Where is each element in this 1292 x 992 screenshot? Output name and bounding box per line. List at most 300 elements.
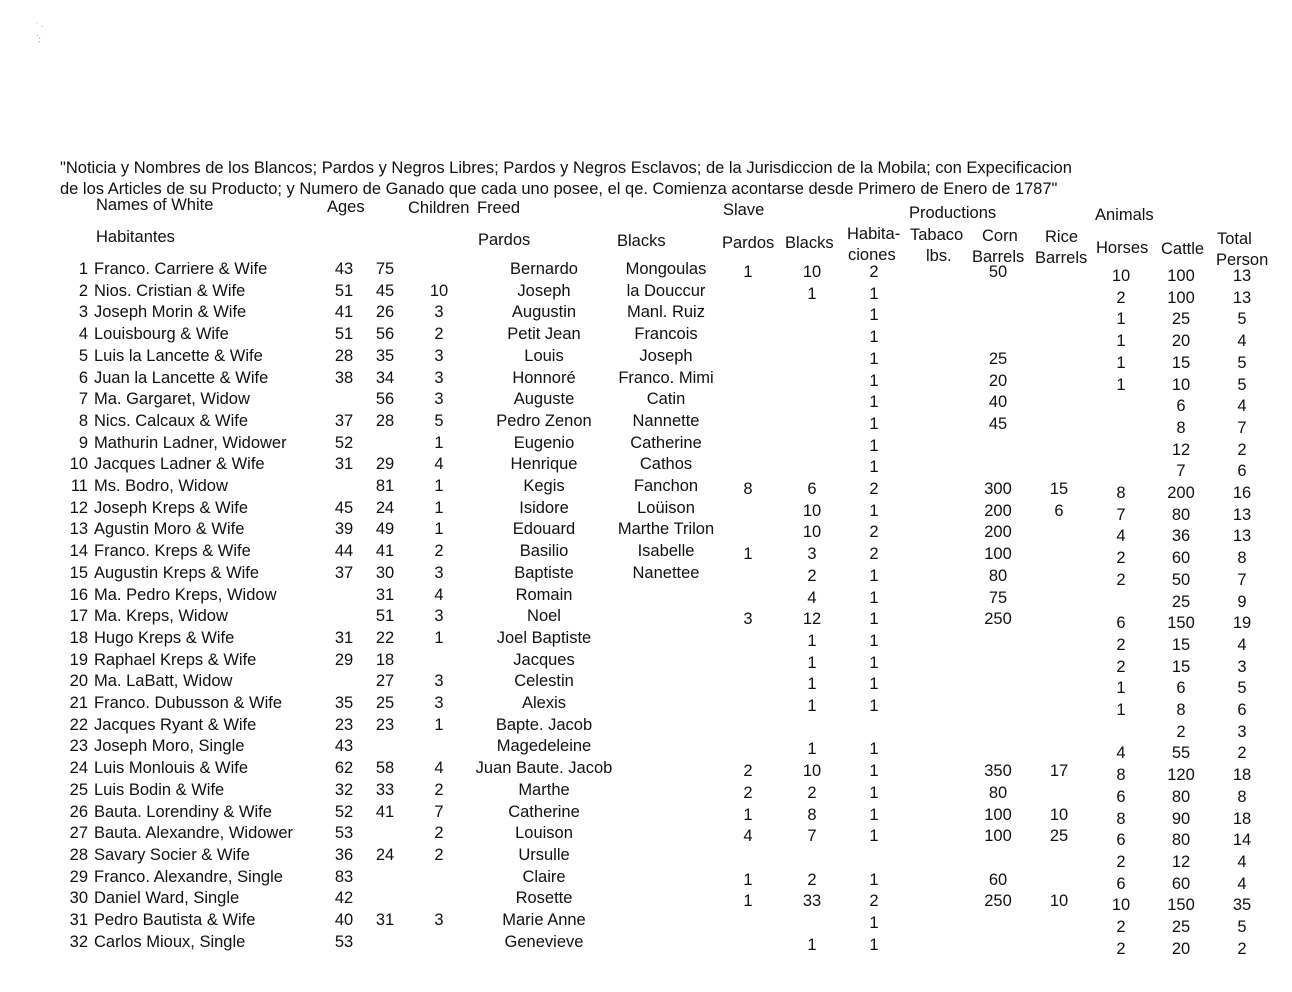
cell-age1: 39 xyxy=(334,520,354,539)
cell-habitaciones: 1 xyxy=(869,610,879,629)
cell-cattle: 90 xyxy=(1171,809,1191,828)
cell-name: Joseph Kreps & Wife xyxy=(94,498,249,517)
cell-n: 12 xyxy=(69,498,88,517)
cell-age1: 28 xyxy=(334,346,354,365)
cell-corn: 100 xyxy=(984,805,1012,824)
cell-age2: 31 xyxy=(375,911,395,929)
header-corn-2: Barrels xyxy=(972,248,1025,266)
cell-age1: 37 xyxy=(334,563,354,582)
cell-slave-blacks: 10 xyxy=(802,762,822,781)
cell-freed-blacks: Manl. Ruiz xyxy=(627,303,705,322)
cell-freed-pardos: Joseph xyxy=(517,281,571,300)
cell-cattle: 8 xyxy=(1176,701,1186,719)
cell-freed-pardos: Celestin xyxy=(514,672,574,691)
cell-n: 32 xyxy=(69,932,88,951)
cell-rice: 15 xyxy=(1049,480,1069,498)
cell-n: 2 xyxy=(78,281,88,300)
cell-name: Luis la Lancette & Wife xyxy=(94,346,263,365)
cell-slave-pardos: 1 xyxy=(743,892,753,911)
cell-slave-blacks: 2 xyxy=(807,783,817,802)
cell-n: 7 xyxy=(78,390,88,409)
cell-habitaciones: 1 xyxy=(869,566,879,585)
cell-age2: 34 xyxy=(375,368,395,387)
cell-freed-blacks: Catherine xyxy=(630,433,702,452)
cell-name: Ms. Bodro, Widow xyxy=(94,477,228,495)
cell-cattle: 150 xyxy=(1167,614,1195,633)
cell-slave-blacks: 1 xyxy=(807,653,817,672)
cell-slave-pardos: 1 xyxy=(743,263,753,281)
cell-name: Ma. Gargaret, Widow xyxy=(94,390,250,409)
cell-name: Ma. LaBatt, Widow xyxy=(94,672,233,691)
cell-total: 14 xyxy=(1232,831,1252,850)
cell-cattle: 80 xyxy=(1171,505,1191,524)
cell-habitaciones: 1 xyxy=(869,588,879,607)
cell-name: Bauta. Lorendiny & Wife xyxy=(94,802,272,821)
cell-age2: 56 xyxy=(375,325,395,344)
cell-cattle: 80 xyxy=(1171,787,1191,806)
cell-freed-pardos: Louison xyxy=(515,824,573,843)
cell-freed-pardos: Rosette xyxy=(515,889,573,908)
cell-freed-blacks: la Douccur xyxy=(626,281,706,300)
cell-n: 18 xyxy=(69,628,88,647)
header-slave-blacks: Blacks xyxy=(785,234,834,252)
cell-age2: 33 xyxy=(375,780,395,799)
cell-age1: 62 xyxy=(334,759,354,778)
cell-slave-blacks: 1 xyxy=(807,697,817,715)
cell-habitaciones: 1 xyxy=(869,501,879,520)
cell-freed-pardos: Bernardo xyxy=(510,260,578,278)
header-ages: Ages xyxy=(327,198,365,216)
cell-n: 6 xyxy=(78,368,88,387)
header-rice-1: Rice xyxy=(1045,228,1079,246)
cell-freed-pardos: Edouard xyxy=(512,520,576,539)
cell-cattle: 60 xyxy=(1171,874,1191,893)
cell-name: Jacques Ryant & Wife xyxy=(94,715,257,734)
cell-total: 13 xyxy=(1232,505,1252,524)
cell-children: 3 xyxy=(434,672,444,691)
cell-age1: 31 xyxy=(334,628,354,647)
cell-habitaciones: 1 xyxy=(869,393,879,412)
cell-horses: 1 xyxy=(1116,332,1126,351)
cell-n: 21 xyxy=(69,694,88,712)
cell-age1: 45 xyxy=(334,498,354,517)
cell-habitaciones: 1 xyxy=(869,284,879,303)
cell-corn: 60 xyxy=(988,870,1008,889)
cell-horses: 2 xyxy=(1116,918,1126,936)
cell-cattle: 55 xyxy=(1171,744,1191,763)
cell-name: Pedro Bautista & Wife xyxy=(94,911,256,929)
cell-habitaciones: 1 xyxy=(869,697,879,715)
cell-cattle: 6 xyxy=(1176,679,1186,698)
cell-age1: 36 xyxy=(334,845,354,864)
cell-horses: 2 xyxy=(1116,852,1126,871)
cell-horses: 6 xyxy=(1116,614,1126,633)
cell-habitaciones: 1 xyxy=(869,914,879,932)
cell-age1: 37 xyxy=(334,411,354,430)
cell-slave-blacks: 2 xyxy=(807,566,817,585)
cell-age1: 43 xyxy=(334,260,354,278)
cell-habitaciones: 1 xyxy=(869,631,879,650)
cell-age2: 25 xyxy=(375,694,395,712)
cell-rice: 17 xyxy=(1049,762,1069,781)
cell-n: 9 xyxy=(78,433,88,452)
cell-total: 5 xyxy=(1237,310,1247,329)
cell-cattle: 200 xyxy=(1167,484,1195,502)
cell-name: Ma. Pedro Kreps, Widow xyxy=(94,585,277,604)
cell-habitaciones: 1 xyxy=(869,740,879,759)
cell-name: Luis Bodin & Wife xyxy=(94,780,225,799)
cell-habitaciones: 2 xyxy=(869,545,879,564)
cell-age2: 24 xyxy=(375,498,395,517)
cell-age2: 51 xyxy=(375,607,395,626)
cell-age1: 38 xyxy=(334,368,354,387)
cell-age2: 56 xyxy=(375,390,395,409)
cell-horses: 10 xyxy=(1111,896,1131,915)
cell-age1: 29 xyxy=(334,650,354,669)
cell-total: 35 xyxy=(1232,896,1252,915)
cell-children: 2 xyxy=(434,780,444,799)
cell-total: 4 xyxy=(1237,635,1247,654)
header-habitaciones-2: ciones xyxy=(848,246,896,264)
cell-freed-pardos: Ursulle xyxy=(518,845,570,864)
cell-children: 2 xyxy=(434,845,444,864)
cell-cattle: 50 xyxy=(1171,570,1191,589)
cell-n: 13 xyxy=(69,520,88,539)
cell-freed-pardos: Magedeleine xyxy=(496,737,592,756)
header-names-of-white: Names of White xyxy=(96,196,214,214)
cell-freed-pardos: Romain xyxy=(515,585,573,604)
cell-cattle: 100 xyxy=(1167,288,1195,307)
cell-total: 9 xyxy=(1237,592,1247,611)
cell-habitaciones: 1 xyxy=(869,935,879,954)
cell-age2: 31 xyxy=(375,585,395,604)
header-tabaco-2: lbs. xyxy=(926,247,952,265)
cell-horses: 8 xyxy=(1116,484,1126,502)
cell-age1: 35 xyxy=(334,694,354,712)
cell-total: 6 xyxy=(1237,462,1247,481)
cell-cattle: 6 xyxy=(1176,397,1186,416)
cell-horses: 2 xyxy=(1116,635,1126,654)
cell-habitaciones: 2 xyxy=(869,892,879,911)
cell-habitaciones: 1 xyxy=(869,458,879,477)
cell-slave-blacks: 2 xyxy=(807,870,817,889)
cell-n: 22 xyxy=(69,715,88,734)
cell-children: 1 xyxy=(434,628,444,647)
cell-cattle: 36 xyxy=(1171,527,1191,546)
cell-horses: 8 xyxy=(1116,766,1126,785)
cell-cattle: 80 xyxy=(1171,831,1191,850)
cell-age1: 41 xyxy=(334,303,354,322)
cell-total: 2 xyxy=(1237,939,1247,958)
cell-children: 2 xyxy=(434,325,444,344)
cell-age1: 53 xyxy=(334,932,354,951)
cell-corn: 100 xyxy=(984,827,1012,846)
cell-name: Savary Socier & Wife xyxy=(94,845,250,864)
cell-age1: 52 xyxy=(334,433,354,452)
cell-age2: 75 xyxy=(375,260,395,278)
cell-freed-blacks: Mongoulas xyxy=(625,260,707,278)
cell-total: 6 xyxy=(1237,701,1247,719)
cell-rice: 10 xyxy=(1049,892,1069,911)
cell-rice: 25 xyxy=(1049,827,1069,846)
cell-corn: 80 xyxy=(988,566,1008,585)
cell-n: 3 xyxy=(78,303,88,322)
cell-name: Hugo Kreps & Wife xyxy=(94,628,235,647)
cell-freed-blacks: Nannette xyxy=(632,411,700,430)
cell-freed-pardos: Pedro Zenon xyxy=(496,411,592,430)
cell-horses: 6 xyxy=(1116,831,1126,850)
cell-habitaciones: 1 xyxy=(869,306,879,325)
cell-habitaciones: 1 xyxy=(869,762,879,781)
cell-slave-pardos: 8 xyxy=(743,480,753,498)
cell-freed-blacks: Fanchon xyxy=(633,477,699,495)
cell-age1: 53 xyxy=(334,824,354,843)
cell-freed-pardos: Isidore xyxy=(519,498,569,517)
cell-total: 4 xyxy=(1237,852,1247,871)
cell-children: 1 xyxy=(434,715,444,734)
cell-age2: 30 xyxy=(375,563,395,582)
cell-n: 19 xyxy=(69,650,88,669)
cell-freed-pardos: Petit Jean xyxy=(507,325,581,344)
cell-name: Franco. Dubusson & Wife xyxy=(94,694,282,712)
header-slave: Slave xyxy=(723,201,765,219)
cell-slave-pardos: 2 xyxy=(743,762,753,781)
cell-cattle: 10 xyxy=(1171,375,1191,394)
header-horses: Horses xyxy=(1096,239,1149,257)
cell-cattle: 60 xyxy=(1171,549,1191,568)
cell-horses: 1 xyxy=(1116,353,1126,372)
cell-age2: 27 xyxy=(375,672,395,691)
cell-total: 7 xyxy=(1237,418,1247,437)
cell-corn: 300 xyxy=(984,480,1012,498)
cell-freed-pardos: Catherine xyxy=(508,802,580,821)
cell-freed-blacks: Nanettee xyxy=(632,563,700,582)
cell-freed-pardos: Jacques xyxy=(513,650,575,669)
cell-total: 7 xyxy=(1237,570,1247,589)
cell-children: 3 xyxy=(434,694,444,712)
cell-cattle: 25 xyxy=(1171,310,1191,329)
cell-corn: 45 xyxy=(988,414,1008,433)
cell-name: Louisbourg & Wife xyxy=(94,325,229,344)
cell-cattle: 20 xyxy=(1171,332,1191,351)
cell-children: 3 xyxy=(434,303,444,322)
cell-horses: 1 xyxy=(1116,701,1126,719)
cell-corn: 25 xyxy=(988,349,1008,368)
cell-habitaciones: 1 xyxy=(869,371,879,390)
cell-freed-pardos: Honnoré xyxy=(512,368,576,387)
cell-freed-pardos: Eugenio xyxy=(513,433,575,452)
cell-horses: 4 xyxy=(1116,527,1126,546)
cell-total: 13 xyxy=(1232,527,1252,546)
cell-name: Franco. Kreps & Wife xyxy=(94,542,251,561)
cell-age1: 31 xyxy=(334,455,354,474)
cell-children: 10 xyxy=(429,281,449,300)
cell-horses: 1 xyxy=(1116,310,1126,329)
cell-habitaciones: 1 xyxy=(869,783,879,802)
header-total-2: Person xyxy=(1216,251,1269,269)
cell-children: 1 xyxy=(434,477,444,495)
cell-horses: 8 xyxy=(1116,809,1126,828)
cell-name: Daniel Ward, Single xyxy=(94,889,240,908)
cell-freed-pardos: Baptiste xyxy=(514,563,574,582)
cell-habitaciones: 1 xyxy=(869,870,879,889)
cell-total: 8 xyxy=(1237,787,1247,806)
cell-age1: 44 xyxy=(334,542,354,561)
cell-age2: 41 xyxy=(375,802,395,821)
cell-slave-blacks: 3 xyxy=(807,545,817,564)
cell-children: 5 xyxy=(434,411,444,430)
cell-freed-blacks: Franco. Mimi xyxy=(618,368,714,387)
cell-slave-pardos: 4 xyxy=(743,827,753,846)
cell-slave-blacks: 1 xyxy=(807,284,817,303)
cell-freed-pardos: Kegis xyxy=(523,477,565,495)
cell-cattle: 100 xyxy=(1167,267,1195,285)
cell-corn: 250 xyxy=(984,892,1012,911)
cell-slave-blacks: 1 xyxy=(807,631,817,650)
cell-age1: 23 xyxy=(334,715,354,734)
cell-total: 13 xyxy=(1232,288,1252,307)
header-productions: Productions xyxy=(909,204,997,222)
cell-n: 31 xyxy=(69,911,88,929)
cell-children: 2 xyxy=(434,542,444,561)
cell-cattle: 8 xyxy=(1176,418,1186,437)
cell-freed-blacks: Isabelle xyxy=(637,542,695,561)
cell-age2: 22 xyxy=(375,628,395,647)
cell-total: 3 xyxy=(1237,722,1247,741)
cell-habitaciones: 1 xyxy=(869,653,879,672)
cell-horses: 10 xyxy=(1111,267,1131,285)
cell-corn: 40 xyxy=(988,393,1008,412)
cell-freed-blacks: Marthe Trilon xyxy=(617,520,715,539)
cell-n: 1 xyxy=(78,260,88,278)
cell-slave-pardos: 3 xyxy=(743,610,753,629)
cell-age2: 58 xyxy=(375,759,395,778)
cell-habitaciones: 1 xyxy=(869,414,879,433)
cell-total: 2 xyxy=(1237,744,1247,763)
cell-slave-pardos: 1 xyxy=(743,805,753,824)
cell-horses: 2 xyxy=(1116,288,1126,307)
cell-cattle: 20 xyxy=(1171,939,1191,958)
cell-n: 29 xyxy=(69,867,88,886)
cell-age2: 81 xyxy=(375,477,395,495)
cell-habitaciones: 1 xyxy=(869,436,879,455)
header-freed-blacks: Blacks xyxy=(617,232,666,250)
cell-n: 20 xyxy=(69,672,88,691)
cell-age1: 51 xyxy=(334,325,354,344)
cell-horses: 7 xyxy=(1116,505,1126,524)
cell-children: 3 xyxy=(434,607,444,626)
cell-slave-blacks: 1 xyxy=(807,675,817,694)
cell-slave-blacks: 1 xyxy=(807,935,817,954)
cell-children: 7 xyxy=(434,802,444,821)
cell-n: 10 xyxy=(69,455,88,474)
cell-freed-pardos: Claire xyxy=(522,867,566,886)
cell-n: 24 xyxy=(69,759,88,778)
cell-cattle: 12 xyxy=(1171,440,1191,459)
cell-horses: 1 xyxy=(1116,679,1126,698)
cell-children: 4 xyxy=(434,455,444,474)
header-habitantes: Habitantes xyxy=(96,228,175,246)
cell-slave-blacks: 4 xyxy=(807,588,817,607)
cell-horses: 4 xyxy=(1116,744,1126,763)
cell-total: 5 xyxy=(1237,353,1247,372)
cell-freed-pardos: Henrique xyxy=(510,455,578,474)
cell-rice: 10 xyxy=(1049,805,1069,824)
cell-habitaciones: 2 xyxy=(869,523,879,542)
cell-habitaciones: 1 xyxy=(869,349,879,368)
cell-horses: 2 xyxy=(1116,657,1126,676)
cell-habitaciones: 1 xyxy=(869,328,879,347)
header-tabaco-1: Tabaco xyxy=(910,226,964,244)
cell-freed-blacks: Catin xyxy=(646,390,686,409)
header-animals: Animals xyxy=(1095,206,1154,224)
title-line-2: de los Articles de su Producto; y Numero de Ganado que cada uno posee, el qe. Comienza acontarse desde Primero de Enero de 1787" xyxy=(60,180,1058,198)
cell-slave-pardos: 1 xyxy=(743,545,753,564)
cell-name: Nics. Calcaux & Wife xyxy=(94,411,249,430)
cell-total: 4 xyxy=(1237,332,1247,351)
cell-total: 3 xyxy=(1237,657,1247,676)
cell-n: 8 xyxy=(78,411,88,430)
cell-corn: 200 xyxy=(984,523,1012,542)
cell-cattle: 25 xyxy=(1171,592,1191,611)
cell-children: 3 xyxy=(434,390,444,409)
header-freed-pardos: Pardos xyxy=(478,231,531,249)
cell-name: Carlos Mioux, Single xyxy=(94,932,246,951)
cell-age2: 41 xyxy=(375,542,395,561)
cell-age2: 45 xyxy=(375,281,395,300)
cell-freed-blacks: Francois xyxy=(634,325,698,344)
cell-name: Franco. Alexandre, Single xyxy=(94,867,283,886)
cell-n: 11 xyxy=(70,477,88,495)
cell-cattle: 15 xyxy=(1171,635,1191,654)
cell-n: 17 xyxy=(69,607,88,626)
cell-children: 2 xyxy=(434,824,444,843)
cell-habitaciones: 2 xyxy=(869,263,879,281)
cell-age2: 28 xyxy=(375,411,395,430)
header-habitaciones-1: Habita- xyxy=(847,225,901,243)
cell-age1: 52 xyxy=(334,802,354,821)
cell-corn: 350 xyxy=(984,762,1012,781)
cell-children: 3 xyxy=(434,368,444,387)
cell-children: 3 xyxy=(434,346,444,365)
cell-slave-blacks: 12 xyxy=(802,610,822,629)
cell-freed-blacks: Cathos xyxy=(639,455,693,474)
cell-freed-pardos: Augustin xyxy=(511,303,577,322)
cell-total: 4 xyxy=(1237,397,1247,416)
cell-freed-blacks: Joseph xyxy=(639,346,693,365)
cell-slave-blacks: 10 xyxy=(802,523,822,542)
cell-n: 26 xyxy=(69,802,88,821)
cell-children: 1 xyxy=(434,498,444,517)
cell-slave-blacks: 1 xyxy=(807,740,817,759)
cell-age1: 51 xyxy=(334,281,354,300)
cell-freed-pardos: Bapte. Jacob xyxy=(495,715,593,734)
header-children: Children xyxy=(408,199,470,217)
cell-slave-blacks: 6 xyxy=(807,480,817,498)
cell-n: 25 xyxy=(69,780,88,799)
cell-name: Joseph Morin & Wife xyxy=(94,303,247,322)
cell-age1: 32 xyxy=(334,780,354,799)
cell-total: 8 xyxy=(1237,549,1247,568)
cell-age2: 24 xyxy=(375,845,395,864)
cell-children: 3 xyxy=(434,911,444,929)
cell-name: Augustin Kreps & Wife xyxy=(94,563,260,582)
cell-cattle: 7 xyxy=(1176,462,1186,481)
cell-n: 28 xyxy=(69,845,88,864)
cell-horses: 1 xyxy=(1116,375,1126,394)
cell-corn: 50 xyxy=(988,263,1008,281)
cell-age1: 83 xyxy=(334,867,354,886)
